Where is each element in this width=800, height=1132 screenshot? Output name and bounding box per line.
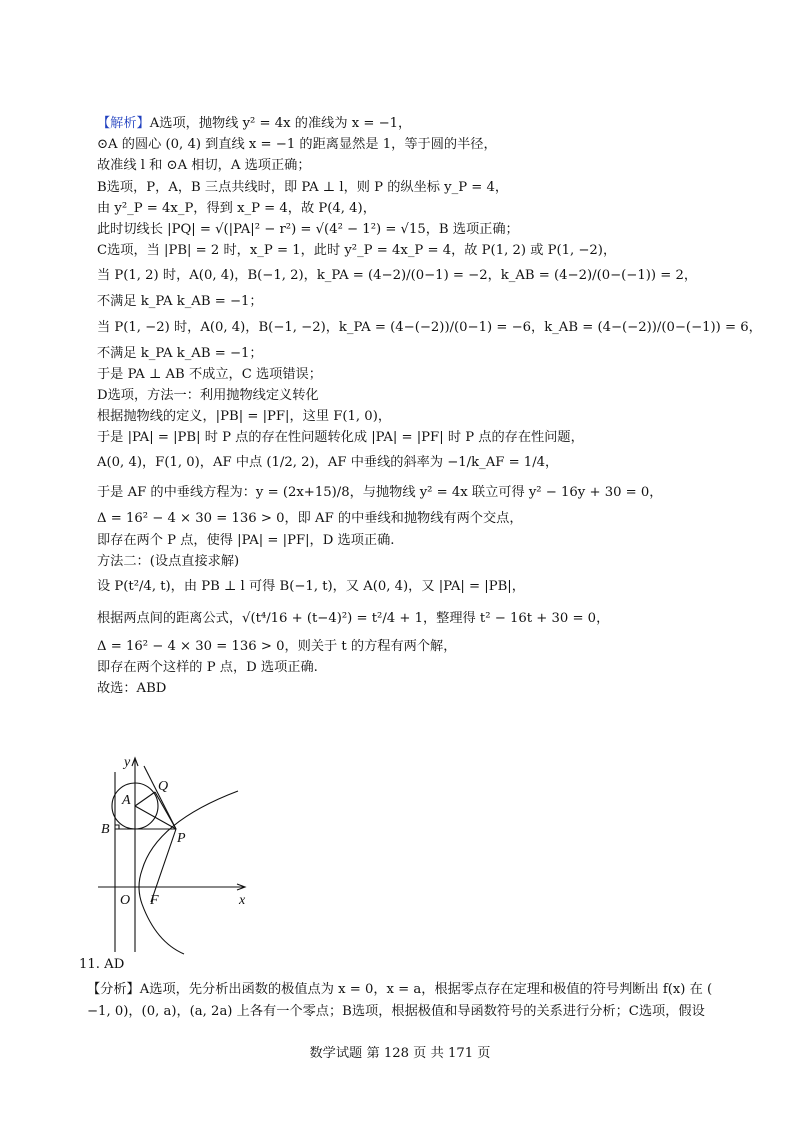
solution-line-22: 根据两点间的距离公式，√(t⁴/16 + (t−4)²) = t²/4 + 1，整理得 t² − 16t + 30 = 0， xyxy=(97,611,610,626)
solution-line-6: 此时切线长 |PQ| = √(|PA|² − r²) = √(4² − 1²) = √15，B 选项正确； xyxy=(97,221,519,237)
label-o: O xyxy=(120,893,131,908)
label-q: Q xyxy=(158,779,169,794)
solution-line-15: 于是 |PA| = |PB| 时 P 点的存在性问题转化成 |PA| = |PF| 时 P 点的存在性问题， xyxy=(97,430,584,446)
solution-line-14: 根据抛物线的定义，|PB| = |PF|，这里 F(1, 0)， xyxy=(97,409,392,425)
solution-line-25: 故选：ABD xyxy=(97,681,167,697)
parabola-curve xyxy=(139,791,238,954)
solution-line-24: 即存在两个这样的 P 点，D 选项正确. xyxy=(97,660,318,676)
label-b: B xyxy=(101,822,110,837)
solution-line-5: 由 y²_P = 4x_P，得到 x_P = 4，故 P(4, 4)， xyxy=(97,200,376,216)
analysis-line-2: −1, 0)，(0, a)，(a, 2a) 上各有一个零点；B选项，根据极值和导函数符号的关系进行分析；C选项，假设 xyxy=(87,1004,705,1019)
label-f: F xyxy=(150,893,159,908)
solution-line-10: 当 P(1, −2) 时，A(0, 4)，B(−1, −2)，k_PA = (4−(−2))/(0−1) = −6，k_AB = (4−(−2))/(0−(−1)) = 6， xyxy=(97,319,762,335)
parabola-figure xyxy=(96,752,256,957)
solution-line-9: 不满足 k_PA k_AB = −1； xyxy=(97,294,263,310)
solution-block xyxy=(97,113,762,700)
solution-line-13: D选项，方法一：利用抛物线定义转化 xyxy=(97,387,319,403)
label-a: A xyxy=(122,793,131,808)
solution-line-18: Δ = 16² − 4 × 30 = 136 > 0，即 AF 的中垂线和抛物线有两个交点， xyxy=(97,511,523,527)
label-x: x xyxy=(239,893,246,908)
solution-line-20: 方法二：(设点直接求解) xyxy=(97,553,240,569)
solution-line-3: 故准线 l 和 ⊙A 相切，A 选项正确； xyxy=(97,158,311,174)
solution-line-21: 设 P(t²/4, t)，由 PB ⊥ l 可得 B(−1, t)，又 A(0, 4)，又 |PA| = |PB|， xyxy=(97,579,525,594)
solution-line-19: 即存在两个 P 点，使得 |PA| = |PF|，D 选项正确. xyxy=(97,532,395,548)
solution-line-7: C选项，当 |PB| = 2 时，x_P = 1，此时 y²_P = 4x_P = 4，故 P(1, 2) 或 P(1, −2)， xyxy=(97,243,617,259)
solution-line-12: 于是 PA ⊥ AB 不成立，C 选项错误； xyxy=(97,366,322,382)
analysis-line-1: 【分析】A选项，先分析出函数的极值点为 x = 0，x = a，根据零点存在定理和极值的符号判断出 f(x) 在 ( xyxy=(87,982,713,997)
page-footer: 数学试题 第 128 页 共 171 页 xyxy=(309,1046,491,1061)
question-11-answer: 11. AD xyxy=(79,957,125,972)
solution-line-1: 【解析】A选项，抛物线 y² = 4x 的准线为 x = −1， xyxy=(97,116,412,131)
solution-line-8: 当 P(1, 2) 时，A(0, 4)，B(−1, 2)，k_PA = (4−2)/(0−1) = −2，k_AB = (4−2)/(0−(−1)) = 2， xyxy=(97,268,698,284)
solution-line-17: 于是 AF 的中垂线方程为：y = (2x+15)/8，与抛物线 y² = 4x 联立可得 y² − 16y + 30 = 0， xyxy=(97,485,663,501)
solution-line-4: B选项，P，A，B 三点共线时，即 PA ⊥ l，则 P 的纵坐标 y_P = 4， xyxy=(97,179,509,195)
solution-line-16: A(0, 4)，F(1, 0)，AF 中点 (1/2, 2)，AF 中垂线的斜率为 −1/k_AF = 1/4， xyxy=(97,455,559,471)
label-y: y xyxy=(124,755,131,770)
analysis-block xyxy=(87,979,737,1023)
solution-line-23: Δ = 16² − 4 × 30 = 136 > 0，则关于 t 的方程有两个解， xyxy=(97,639,457,654)
right-angle-mark xyxy=(115,825,119,829)
segment-aq xyxy=(135,792,155,806)
segment-pf xyxy=(151,829,176,902)
solution-tag: 【解析】 xyxy=(97,116,150,131)
label-p: P xyxy=(177,831,186,846)
solution-line-11: 不满足 k_PA k_AB = −1； xyxy=(97,345,263,361)
solution-line-2: ⊙A 的圆心 (0, 4) 到直线 x = −1 的距离显然是 1，等于圆的半径， xyxy=(97,137,497,153)
